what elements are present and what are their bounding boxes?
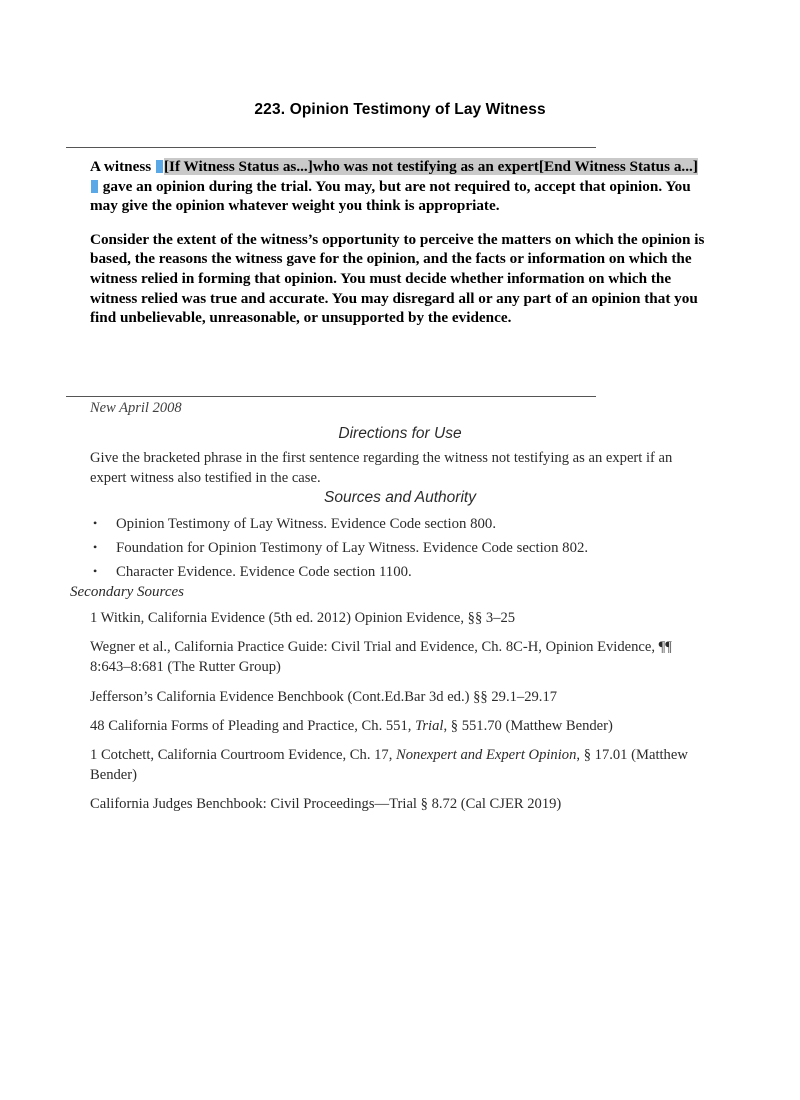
directions-heading: Directions for Use xyxy=(338,425,462,442)
para1-segment-3: gave an opinion during the trial. You may, but are not required to, accept that opinion. You may give the opinion whatever weight you think is appropriate. xyxy=(90,177,691,215)
list-item xyxy=(90,687,710,707)
divider-top xyxy=(66,147,596,148)
divider-bottom xyxy=(66,396,596,397)
instruction-number: 223. xyxy=(254,101,286,118)
bracket-open-token[interactable]: [If Witness Status as...] xyxy=(163,158,313,175)
citation-text: 1 Witkin, California Evidence (5th ed. 2012) Opinion Evidence, §§ 3–25 xyxy=(90,610,516,626)
para1-segment-2: who was not testifying as an expert xyxy=(312,158,539,175)
sources-list xyxy=(90,512,710,584)
citation-text: Wegner et al., California Practice Guide: Civil Trial and Evidence, Ch. 8C-H, Opinion Evidence, ¶¶ 8:643–8:681 (The Rutter Group) xyxy=(90,639,672,676)
list-item: • Opinion Testimony of Lay Witness. Evidence Code section 800. xyxy=(90,512,710,536)
revision-note: New April 2008 xyxy=(90,400,182,416)
citation-title: Nonexpert and Expert Opinion xyxy=(396,747,577,764)
list-item xyxy=(90,794,710,814)
list-item xyxy=(90,608,710,628)
citation-text: 1 Cotchett, California Courtroom Evidence, Ch. 17, xyxy=(90,747,397,764)
secondary-sources-heading: Secondary Sources xyxy=(70,584,184,600)
text-cursor-icon xyxy=(156,160,163,173)
page-title xyxy=(0,0,800,119)
citation-text: California Judges Benchbook: Civil Proceedings—Trial § 8.72 (Cal CJER 2019) xyxy=(90,796,562,813)
citation-text: , xyxy=(576,747,581,764)
instruction-title-text: Opinion Testimony of Lay Witness xyxy=(289,101,546,118)
secondary-sources-list xyxy=(90,608,710,815)
instruction-body xyxy=(90,157,705,328)
citation-text: § 17.01 (Matthew Bender) xyxy=(90,747,688,784)
citation-text: Jefferson’s California Evidence Benchbook (Cont.Ed.Bar 3d ed.) §§ 29.1–29.17 xyxy=(90,688,558,705)
sources-heading: Sources and Authority xyxy=(324,489,476,506)
bracket-close-token[interactable]: [End Witness Status a...] xyxy=(538,158,698,175)
list-item: • Character Evidence. Evidence Code section 1100. xyxy=(90,560,710,584)
instruction-paragraph-1 xyxy=(90,157,705,216)
text-cursor-end-icon xyxy=(91,180,98,193)
list-item xyxy=(90,745,710,785)
instruction-paragraph-2: Consider the extent of the witness’s opportunity to perceive the matters on which the opinion is based, the reasons the witness gave for the opinion, and the facts or information on which the witness relied in forming that opinion. You must decide whether information on which the witness relied was true and accurate. You may disregard all or any part of an opinion that you find unbelievable, unreasonable, or unsupported by the evidence. xyxy=(90,230,705,327)
para1-segment-1: A witness xyxy=(90,158,155,175)
citation-title: Trial xyxy=(415,717,444,734)
citation-text: 48 California Forms of Pleading and Practice, Ch. 551, xyxy=(90,717,416,734)
list-item xyxy=(90,716,710,736)
directions-body: Give the bracketed phrase in the first sentence regarding the witness not testifying as an expert if an expert witness also testified in the case. xyxy=(90,450,673,486)
citation-text: , § 551.70 (Matthew Bender) xyxy=(443,717,613,734)
list-item xyxy=(90,637,710,677)
list-item: • Foundation for Opinion Testimony of Lay Witness. Evidence Code section 802. xyxy=(90,536,710,560)
